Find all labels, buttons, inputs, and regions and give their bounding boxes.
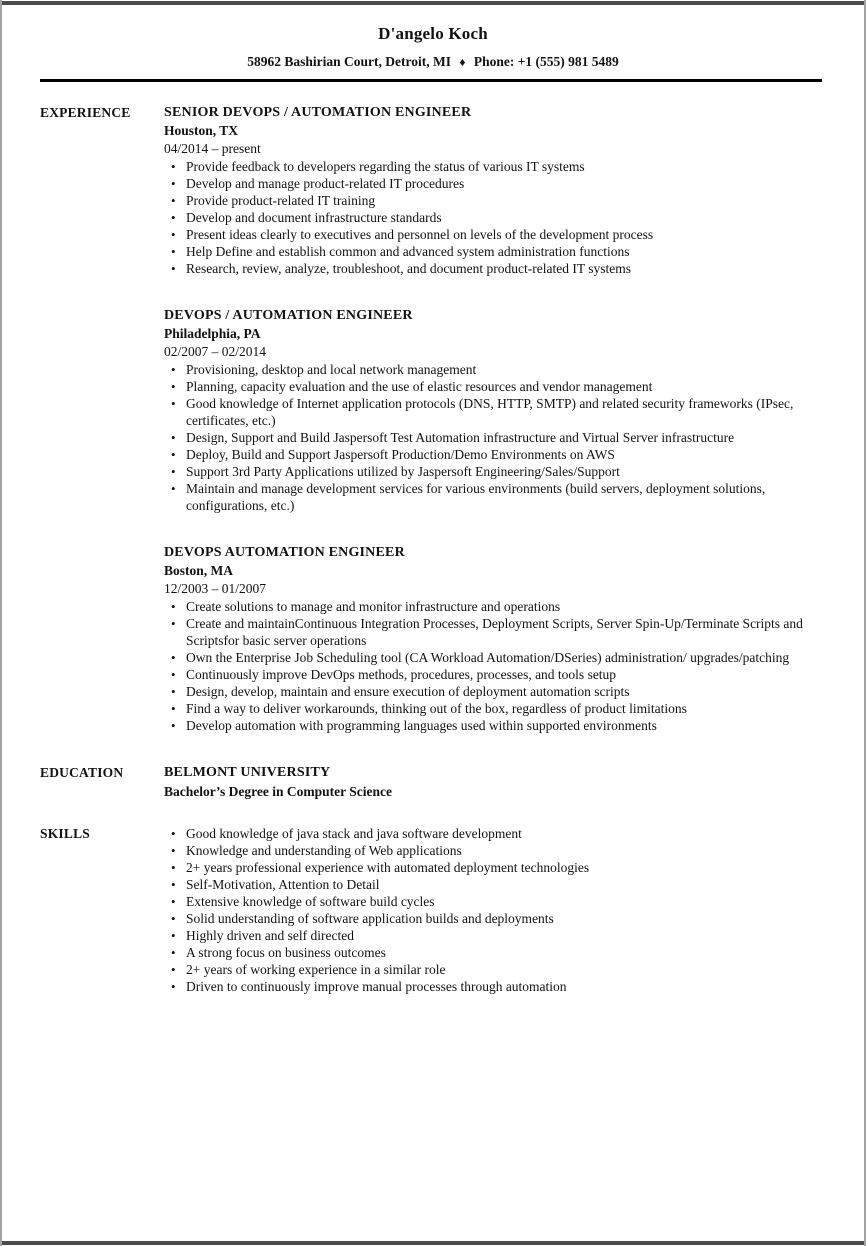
bullet-item: • Design, develop, maintain and ensure execution of deployment automation scripts xyxy=(164,683,820,700)
page-bottom-edge xyxy=(2,1241,864,1245)
person-name: D'angelo Koch xyxy=(378,24,488,43)
job-entry xyxy=(164,544,820,734)
job-bullet-list xyxy=(164,158,820,277)
bullet-item: • Develop automation with programming languages used within supported environments xyxy=(164,717,820,734)
degree-text: Bachelor’s Degree in Computer Science xyxy=(164,784,392,799)
bullet-item: • 2+ years professional experience with automated deployment technologies xyxy=(164,859,820,876)
bullet-item: • Present ideas clearly to executives and personnel on levels of the development process xyxy=(164,226,820,243)
bullet-item: • Support 3rd Party Applications utilized by Jaspersoft Engineering/Sales/Support xyxy=(164,463,820,480)
bullet-item: • Provide product-related IT training xyxy=(164,192,820,209)
resume-body xyxy=(2,82,864,995)
bullet-item: • Provide feedback to developers regarding the status of various IT systems xyxy=(164,158,820,175)
job-location: Boston, MA xyxy=(164,563,234,578)
bullet-item: • Good knowledge of Internet application protocols (DNS, HTTP, SMTP) and related security frameworks (IPsec, certificates, etc.) xyxy=(164,395,820,429)
experience-section xyxy=(40,104,820,734)
bullet-item: • Find a way to deliver workarounds, thinking out of the box, regardless of product limitations xyxy=(164,700,820,717)
bullet-item: • Deploy, Build and Support Jaspersoft Production/Demo Environments on AWS xyxy=(164,446,820,463)
bullet-item: • Self-Motivation, Attention to Detail xyxy=(164,876,820,893)
bullet-item: • Extensive knowledge of software build cycles xyxy=(164,893,820,910)
address-text: 58962 Bashirian Court, Detroit, MI xyxy=(247,54,451,69)
skills-content xyxy=(164,825,820,995)
bullet-item: • Highly driven and self directed xyxy=(164,927,820,944)
job-bullet-list xyxy=(164,361,820,514)
bullet-item: • Good knowledge of java stack and java software development xyxy=(164,825,820,842)
bullet-item: • Own the Enterprise Job Scheduling tool (CA Workload Automation/DSeries) administration/ upgrades/patching xyxy=(164,649,820,666)
bullet-item: • Design, Support and Build Jaspersoft Test Automation infrastructure and Virtual Server infrastructure xyxy=(164,429,820,446)
bullet-item: • Provisioning, desktop and local network management xyxy=(164,361,820,378)
job-location: Houston, TX xyxy=(164,123,239,138)
bullet-item: • Help Define and establish common and advanced system administration functions xyxy=(164,243,820,260)
skills-bullet-list xyxy=(164,825,820,995)
skills-section xyxy=(40,825,820,995)
diamond-icon: ♦ xyxy=(459,55,466,69)
resume-header xyxy=(2,0,864,82)
job-bullet-list xyxy=(164,598,820,734)
bullet-item: • Knowledge and understanding of Web applications xyxy=(164,842,820,859)
bullet-item: • Develop and document infrastructure standards xyxy=(164,209,820,226)
skills-section-label: SKILLS xyxy=(40,826,90,841)
phone-text: Phone: +1 (555) 981 5489 xyxy=(473,54,619,69)
education-section-label: EDUCATION xyxy=(40,765,124,780)
bullet-item: • Planning, capacity evaluation and the use of elastic resources and vendor management xyxy=(164,378,820,395)
job-title: SENIOR DEVOPS / AUTOMATION ENGINEER xyxy=(164,105,472,120)
job-title: DEVOPS / AUTOMATION ENGINEER xyxy=(164,308,413,323)
bullet-item: • Create solutions to manage and monitor infrastructure and operations xyxy=(164,598,820,615)
experience-content xyxy=(164,104,820,734)
education-section xyxy=(40,764,820,801)
bullet-item: • 2+ years of working experience in a similar role xyxy=(164,961,820,978)
job-dates: 12/2003 – 01/2007 xyxy=(164,581,267,596)
job-location: Philadelphia, PA xyxy=(164,326,261,341)
bullet-item: • Develop and manage product-related IT procedures xyxy=(164,175,820,192)
education-content xyxy=(164,764,820,801)
page-top-edge xyxy=(2,1,864,5)
contact-line xyxy=(2,54,864,70)
bullet-item: • Research, review, analyze, troubleshoot, and document product-related IT systems xyxy=(164,260,820,277)
school-name: BELMONT UNIVERSITY xyxy=(164,765,331,780)
experience-section-label: EXPERIENCE xyxy=(40,105,131,120)
job-dates: 02/2007 – 02/2014 xyxy=(164,344,267,359)
job-title: DEVOPS AUTOMATION ENGINEER xyxy=(164,545,405,560)
bullet-item: • Solid understanding of software application builds and deployments xyxy=(164,910,820,927)
bullet-item: • Create and maintainContinuous Integration Processes, Deployment Scripts, Server Spin-Up/Terminate Scripts and Scriptsfor basic server operations xyxy=(164,615,820,649)
job-entry xyxy=(164,307,820,514)
bullet-item: • Continuously improve DevOps methods, procedures, processes, and tools setup xyxy=(164,666,820,683)
bullet-item: • A strong focus on business outcomes xyxy=(164,944,820,961)
job-entry xyxy=(164,104,820,277)
job-dates: 04/2014 – present xyxy=(164,141,261,156)
bullet-item: • Driven to continuously improve manual processes through automation xyxy=(164,978,820,995)
bullet-item: • Maintain and manage development services for various environments (build servers, deployment solutions, configurations, etc.) xyxy=(164,480,820,514)
